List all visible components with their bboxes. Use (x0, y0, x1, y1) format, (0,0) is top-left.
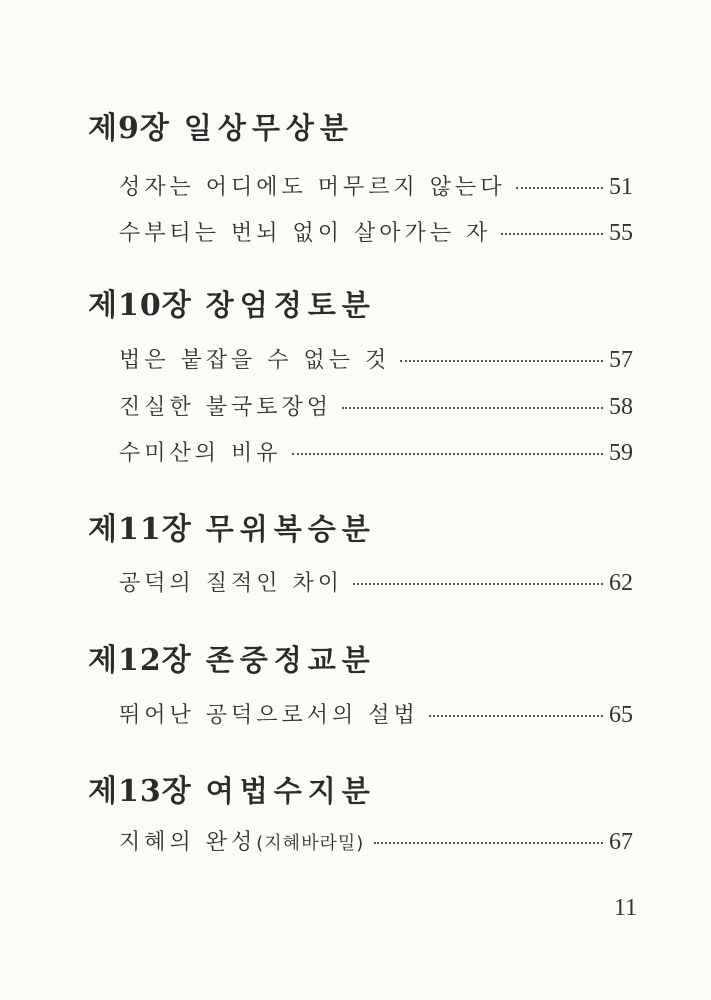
entry-page-number: 59 (609, 440, 633, 466)
entry-page-number: 58 (609, 394, 633, 420)
dot-leader (516, 187, 603, 189)
entry-page-number: 51 (609, 174, 633, 200)
chapter-number: 제9장 (88, 111, 170, 146)
entry-page-number: 55 (609, 220, 633, 246)
toc-entry[interactable] (119, 390, 633, 420)
entry-title-main: 지혜의 완성 (119, 830, 257, 855)
chapter-heading (88, 769, 376, 813)
entry-title: 성자는 어디에도 머무르지 않는다 (119, 175, 506, 200)
chapter-heading (88, 283, 376, 327)
chapter-heading (88, 638, 376, 682)
dot-leader (429, 715, 603, 717)
toc-entry[interactable] (119, 170, 633, 200)
dot-leader (342, 407, 603, 409)
entry-page-number: 62 (609, 570, 633, 596)
toc-entry[interactable] (119, 343, 633, 373)
toc-entry[interactable] (119, 436, 633, 466)
dot-leader (501, 233, 603, 235)
entry-title: 수부티는 번뇌 없이 살아가는 자 (119, 221, 492, 246)
entry-title: 수미산의 비유 (119, 441, 282, 466)
toc-entry[interactable] (119, 566, 633, 596)
dot-leader (374, 842, 603, 844)
chapter-name: 무위복승분 (205, 512, 376, 546)
entry-title (119, 825, 364, 856)
chapter-number: 제11장 (88, 512, 192, 547)
entry-title: 법은 붙잡을 수 없는 것 (119, 348, 391, 373)
dot-leader (353, 583, 603, 585)
entry-title-parenthetical: (지혜바라밀) (256, 833, 365, 854)
chapter-heading (88, 106, 354, 150)
toc-entry[interactable] (119, 825, 633, 855)
entry-title: 뛰어난 공덕으로서의 설법 (119, 703, 419, 728)
chapter-heading (88, 507, 376, 551)
dot-leader (292, 453, 603, 455)
chapter-name: 존중정교분 (205, 643, 376, 677)
entry-title: 진실한 불국토장엄 (119, 395, 333, 420)
dot-leader (400, 360, 603, 362)
entry-page-number: 57 (609, 347, 633, 373)
page-number: 11 (614, 895, 638, 921)
chapter-number: 제10장 (88, 288, 192, 323)
chapter-name: 일상무상분 (183, 111, 354, 145)
chapter-name: 장엄정토분 (205, 288, 376, 322)
chapter-number: 제13장 (88, 774, 192, 809)
entry-page-number: 65 (609, 702, 633, 728)
entry-page-number: 67 (609, 829, 633, 855)
toc-entry[interactable] (119, 698, 633, 728)
chapter-number: 제12장 (88, 643, 192, 678)
toc-entry[interactable] (119, 216, 633, 246)
chapter-name: 여법수지분 (205, 774, 376, 808)
entry-title: 공덕의 질적인 차이 (119, 571, 344, 596)
